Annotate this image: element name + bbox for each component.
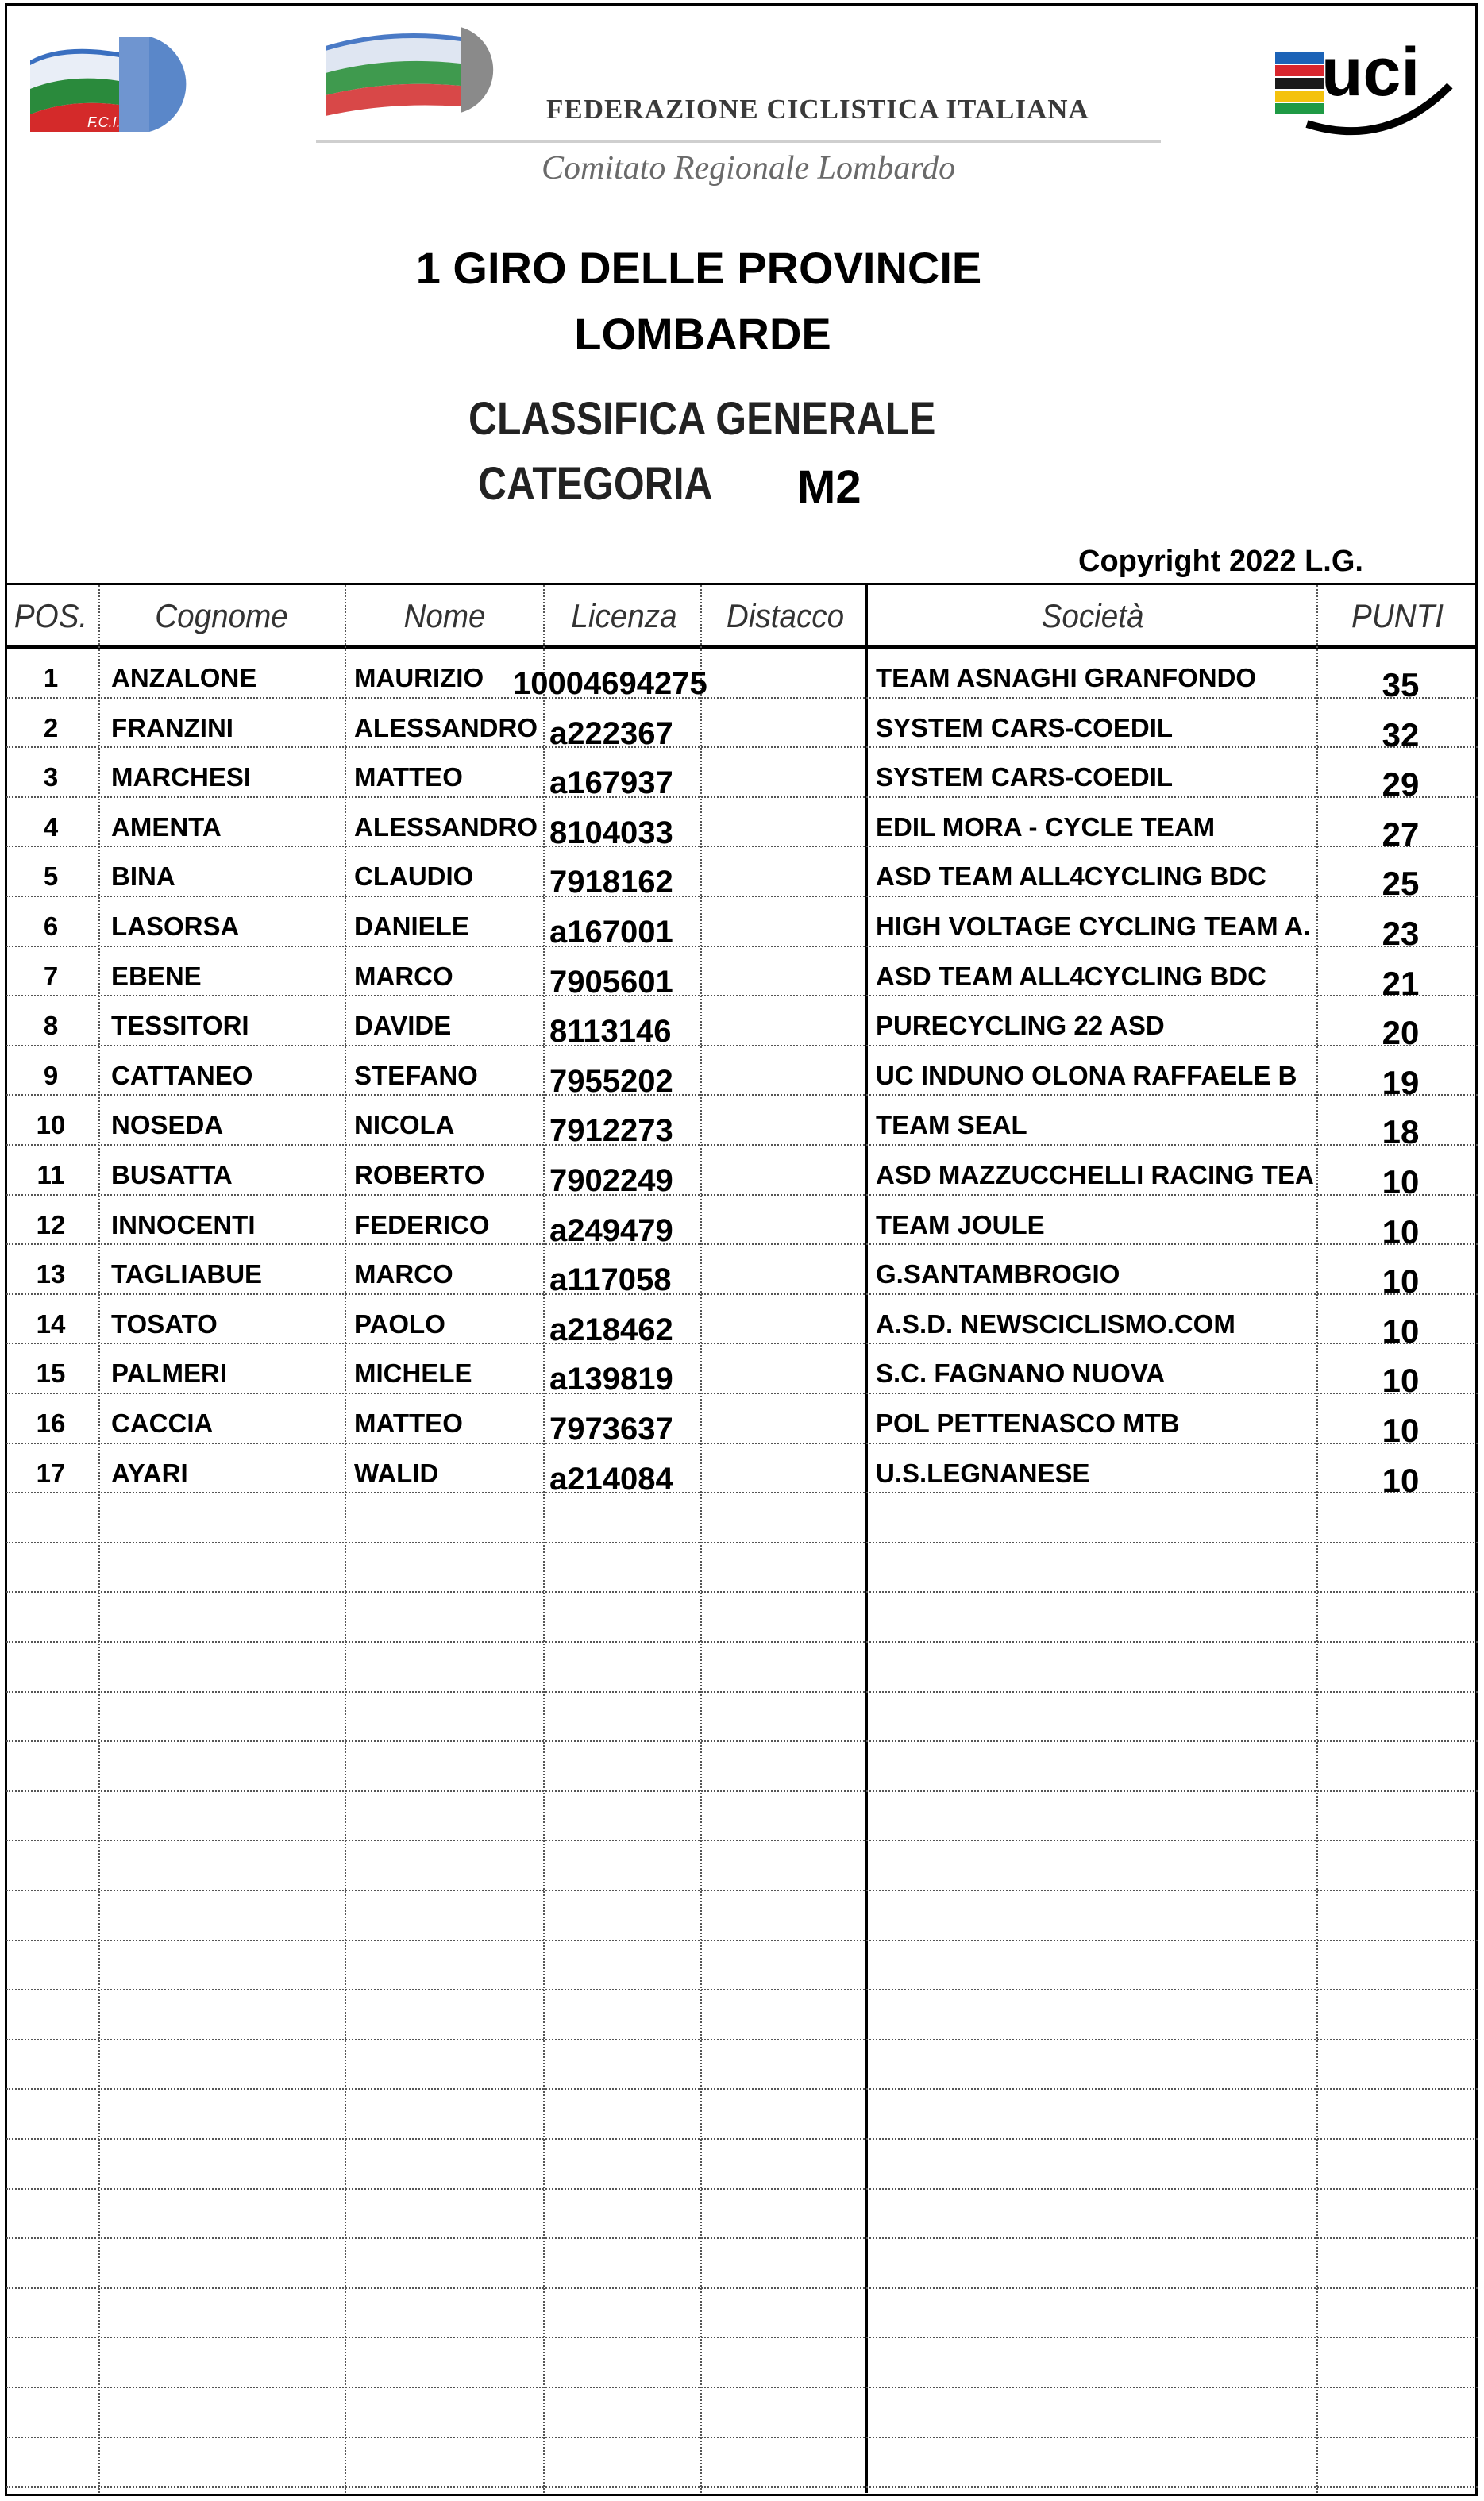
cell-punti: 29 xyxy=(1382,765,1420,803)
cell-nome: MARCO xyxy=(354,1259,453,1289)
cell-cognome: TOSATO xyxy=(111,1308,218,1339)
cell-cognome: MARCHESI xyxy=(111,762,252,792)
empty-table-row xyxy=(6,1643,1478,1693)
event-title-line2: LOMBARDE xyxy=(574,309,831,359)
cell-licenza: 7902249 xyxy=(549,1163,673,1198)
cell-nome: NICOLA xyxy=(354,1110,455,1140)
empty-table-row xyxy=(6,2388,1478,2438)
cell-nome: WALID xyxy=(354,1458,439,1488)
document-header xyxy=(0,0,1484,584)
cell-societa: PURECYCLING 22 ASD xyxy=(876,1011,1165,1041)
cell-pos: 6 xyxy=(43,911,59,941)
header-rule xyxy=(316,140,1161,143)
table-row xyxy=(6,798,1478,853)
empty-table-row xyxy=(6,2338,1478,2388)
table-row xyxy=(6,1196,1478,1250)
cell-cognome: EBENE xyxy=(111,961,202,991)
cell-societa: TEAM JOULE xyxy=(876,1209,1045,1239)
fci-logo xyxy=(30,32,206,137)
cell-nome: ALESSANDRO xyxy=(354,811,538,842)
committee-name: Comitato Regionale Lombardo xyxy=(542,150,956,187)
table-row xyxy=(6,748,1478,803)
cell-nome: MATTEO xyxy=(354,762,463,792)
cell-cognome: NOSEDA xyxy=(111,1110,224,1140)
cell-pos: 4 xyxy=(43,811,59,842)
cell-nome: STEFANO xyxy=(354,1060,478,1090)
copyright-notice: Copyright 2022 L.G. xyxy=(1078,545,1363,578)
empty-table-row xyxy=(6,1990,1478,2040)
cell-pos: 7 xyxy=(43,961,59,991)
empty-table-row xyxy=(6,2140,1478,2190)
cell-punti: 35 xyxy=(1382,666,1420,703)
cell-cognome: TESSITORI xyxy=(111,1011,249,1041)
table-row xyxy=(6,649,1478,703)
cell-punti: 10 xyxy=(1382,1461,1420,1499)
cell-nome: ROBERTO xyxy=(354,1160,485,1189)
empty-table-row xyxy=(6,1543,1478,1593)
empty-table-row xyxy=(6,2040,1478,2091)
cell-punti: 23 xyxy=(1382,915,1420,952)
table-row xyxy=(6,947,1478,1002)
cell-societa: SYSTEM CARS-COEDIL xyxy=(876,762,1174,792)
cell-pos: 13 xyxy=(36,1259,66,1289)
table-row xyxy=(6,1344,1478,1400)
table-row xyxy=(6,1295,1478,1350)
cell-punti: 32 xyxy=(1382,715,1420,753)
table-row xyxy=(6,699,1478,753)
cell-licenza: 7912273 xyxy=(549,1113,673,1149)
cell-licenza: a117058 xyxy=(549,1262,672,1298)
cell-societa: S.C. FAGNANO NUOVA xyxy=(876,1358,1166,1389)
cell-punti: 19 xyxy=(1382,1063,1420,1101)
uci-logo-text: uci xyxy=(1321,34,1420,110)
cell-punti: 21 xyxy=(1382,964,1420,1002)
cell-punti: 10 xyxy=(1382,1262,1420,1301)
cell-nome: MARCO xyxy=(354,961,453,991)
empty-table-row xyxy=(6,1841,1478,1891)
column-header-pos: POS. xyxy=(13,597,88,634)
empty-table-row xyxy=(6,2090,1478,2140)
cell-punti: 20 xyxy=(1382,1014,1420,1052)
cell-societa: ASD TEAM ALL4CYCLING BDC xyxy=(876,961,1266,991)
table-row xyxy=(6,1096,1478,1151)
cell-nome: DAVIDE xyxy=(354,1011,452,1041)
cell-societa: SYSTEM CARS-COEDIL xyxy=(876,712,1174,742)
cell-licenza: a167001 xyxy=(549,915,673,950)
cell-cognome: INNOCENTI xyxy=(111,1209,256,1239)
federation-name: FEDERAZIONE CICLISTICA ITALIANA xyxy=(546,94,1089,125)
empty-table-row xyxy=(6,1792,1478,1842)
cell-pos: 2 xyxy=(43,712,59,742)
cell-societa: G.SANTAMBROGIO xyxy=(876,1259,1120,1289)
cell-societa: UC INDUNO OLONA RAFFAELE B xyxy=(876,1060,1297,1090)
cell-licenza: a214084 xyxy=(549,1461,673,1497)
cell-nome: MAURIZIO xyxy=(354,663,484,692)
cell-societa: TEAM SEAL xyxy=(876,1110,1027,1140)
column-header-nome: Nome xyxy=(403,597,486,634)
empty-table-row xyxy=(6,1493,1478,1543)
cell-cognome: TAGLIABUE xyxy=(111,1259,263,1289)
empty-table-row xyxy=(6,2289,1478,2339)
empty-table-row xyxy=(6,2438,1478,2488)
cell-pos: 15 xyxy=(36,1358,66,1389)
cell-nome: CLAUDIO xyxy=(354,861,474,892)
cell-punti: 10 xyxy=(1382,1412,1420,1449)
table-row xyxy=(6,1245,1478,1301)
table-row xyxy=(6,1394,1478,1449)
column-header-societa: Società xyxy=(1041,597,1144,634)
cell-pos: 5 xyxy=(43,861,59,892)
empty-table-row xyxy=(6,1742,1478,1792)
cell-cognome: AMENTA xyxy=(111,811,222,842)
cell-pos: 14 xyxy=(36,1308,66,1339)
table-row xyxy=(6,1046,1478,1101)
cell-nome: MICHELE xyxy=(354,1358,472,1389)
cell-licenza: a167937 xyxy=(549,765,673,801)
federation-flag-graphic xyxy=(326,24,548,119)
table-row xyxy=(6,847,1478,903)
cell-pos: 1 xyxy=(43,663,59,692)
cell-nome: ALESSANDRO xyxy=(354,712,538,742)
cell-licenza: 7955202 xyxy=(549,1063,673,1099)
cell-nome: MATTEO xyxy=(354,1408,463,1438)
empty-table-row xyxy=(6,1891,1478,1941)
cell-societa: HIGH VOLTAGE CYCLING TEAM A. xyxy=(876,911,1311,941)
cell-pos: 8 xyxy=(43,1011,59,1041)
cell-pos: 10 xyxy=(36,1110,66,1140)
cell-punti: 10 xyxy=(1382,1312,1420,1350)
cell-punti: 10 xyxy=(1382,1163,1420,1200)
cell-punti: 18 xyxy=(1382,1113,1420,1151)
cell-licenza: 7918162 xyxy=(549,865,673,900)
category-value: M2 xyxy=(797,461,861,513)
empty-table-row xyxy=(6,2190,1478,2240)
empty-table-row xyxy=(6,1593,1478,1643)
cell-societa: A.S.D. NEWSCICLISMO.COM xyxy=(876,1308,1235,1339)
table-row xyxy=(6,996,1478,1052)
cell-punti: 10 xyxy=(1382,1362,1420,1400)
table-row xyxy=(6,1146,1478,1200)
table-top-rule xyxy=(6,583,1478,585)
cell-nome: DANIELE xyxy=(354,911,469,941)
column-header-licenza: Licenza xyxy=(571,597,677,634)
cell-licenza: 8113146 xyxy=(549,1014,672,1050)
fci-logo-text: F.C.I. xyxy=(87,114,121,130)
cell-nome: PAOLO xyxy=(354,1308,445,1339)
cell-societa: ASD MAZZUCCHELLI RACING TEA xyxy=(876,1160,1314,1189)
column-header-distacco: Distacco xyxy=(726,597,845,634)
cell-societa: TEAM ASNAGHI GRANFONDO xyxy=(876,663,1257,692)
cell-societa: POL PETTENASCO MTB xyxy=(876,1408,1180,1438)
cell-societa: EDIL MORA - CYCLE TEAM xyxy=(876,811,1216,842)
cell-punti: 10 xyxy=(1382,1212,1420,1250)
cell-cognome: BINA xyxy=(111,861,175,892)
cell-cognome: FRANZINI xyxy=(111,712,233,742)
cell-societa: U.S.LEGNANESE xyxy=(876,1458,1090,1488)
cell-licenza: a218462 xyxy=(549,1312,673,1347)
cell-cognome: BUSATTA xyxy=(111,1160,233,1189)
cell-pos: 12 xyxy=(36,1209,66,1239)
cell-cognome: PALMERI xyxy=(111,1358,228,1389)
cell-cognome: ANZALONE xyxy=(111,663,257,692)
cell-licenza: 7973637 xyxy=(549,1412,673,1447)
cell-licenza: a222367 xyxy=(549,715,673,751)
table-header-row xyxy=(6,588,1478,645)
cell-punti: 25 xyxy=(1382,865,1420,903)
cell-pos: 9 xyxy=(43,1060,59,1090)
table-row xyxy=(6,897,1478,952)
empty-table-row xyxy=(6,1941,1478,1991)
empty-table-row xyxy=(6,1693,1478,1743)
cell-licenza: 10004694275 xyxy=(513,666,707,701)
cell-societa: ASD TEAM ALL4CYCLING BDC xyxy=(876,861,1266,892)
cell-cognome: CACCIA xyxy=(111,1408,214,1438)
cell-cognome: CATTANEO xyxy=(111,1060,253,1090)
event-title-line1: 1 GIRO DELLE PROVINCIE xyxy=(415,243,982,293)
column-header-cognome: Cognome xyxy=(155,597,288,634)
cell-pos: 16 xyxy=(36,1408,66,1438)
column-header-punti: PUNTI xyxy=(1351,597,1444,634)
cell-cognome: LASORSA xyxy=(111,911,240,941)
cell-punti: 27 xyxy=(1382,815,1420,853)
table-row xyxy=(6,1444,1478,1499)
category-label: CATEGORIA xyxy=(478,458,713,510)
uci-logo xyxy=(1275,30,1466,137)
cell-pos: 11 xyxy=(37,1160,65,1189)
empty-table-row xyxy=(6,2239,1478,2289)
classification-label: CLASSIFICA GENERALE xyxy=(468,393,936,445)
cell-licenza: 8104033 xyxy=(549,815,673,850)
cell-licenza: 7905601 xyxy=(549,964,673,1000)
cell-licenza: a249479 xyxy=(549,1212,673,1248)
cell-licenza: a139819 xyxy=(549,1362,673,1397)
cell-nome: FEDERICO xyxy=(354,1209,490,1239)
cell-cognome: AYARI xyxy=(111,1458,188,1488)
cell-pos: 3 xyxy=(43,762,59,792)
cell-pos: 17 xyxy=(36,1458,66,1488)
